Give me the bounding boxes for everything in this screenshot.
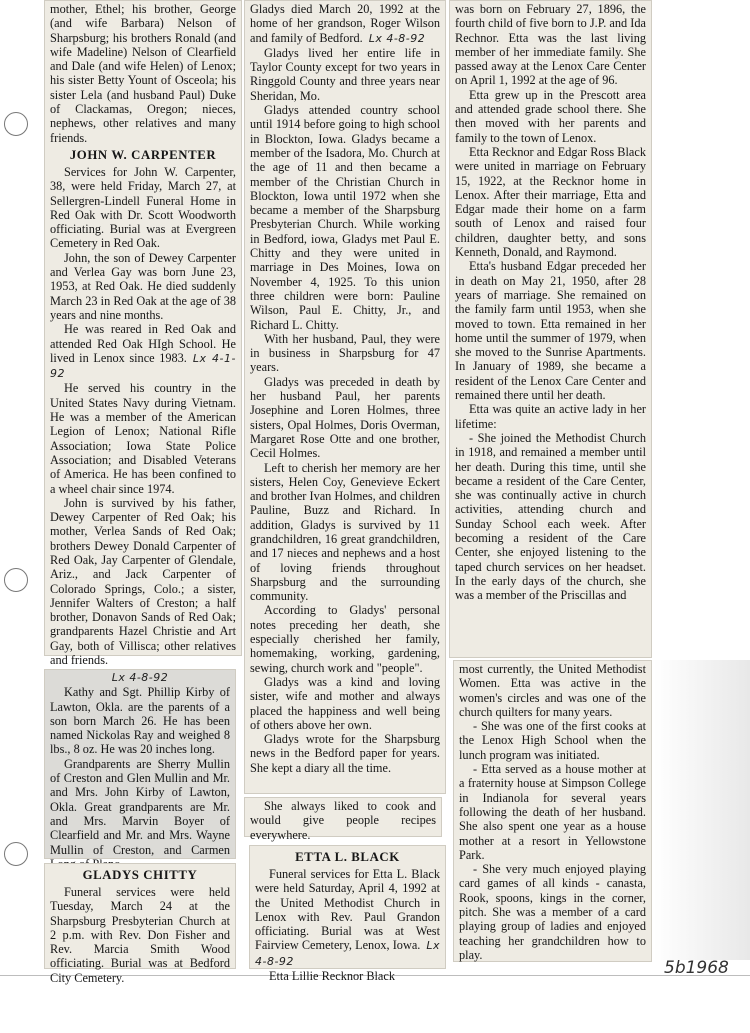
black-heading: ETTA L. BLACK (295, 850, 400, 864)
black-heading-clipping (249, 845, 446, 984)
handwritten-date-note: Lx 4-8-92 (111, 671, 169, 684)
black-church-paragraph: - She joined the Methodist Church in 1918, and remained a member until her death. During this time, until she became a resident of the Care Center, she was continually active in church activities, attending church and Sunday School each week. After becoming a resident of the Care Center, she enjoyed listening to the taped church services on her headset. In the early days of the church, she was a member of the Priscillas and (455, 430, 646, 603)
chitty-notes-paragraph: According to Gladys' personal notes preceding her death, she especially cherished her family, homemaking, working, gardening, sewing, church work and "people". (250, 603, 440, 675)
chitty-services-paragraph: Funeral services were held Tuesday, March 24 at the Sharpsburg Presbyterian Church at 2 p.m. with Rev. Don Fisher and Rev. Marcia Smith Wood officiating. Burial was at Bedford City Cemetery. (50, 885, 230, 985)
black-marriage-paragraph: Etta Recknor and Edgar Ross Black were united in marriage on February 15, 1922, at the Recknor home in Lenox. After their marriage, Etta and Edgar made their home on a farm south of Lenox and raised four children, daughter betty, and sons Kenneth, Donald, and Raymond. (455, 144, 646, 260)
chitty-preceded-paragraph: Gladys was preceded in death by her husband Paul, her parents Josephine and Loren Holmes, three sisters, Opal Holmes, Doris Overman, Margaret Rose Otte and one brother, Cecil Holmes. (250, 374, 440, 461)
carpenter-obituary-clipping (44, 0, 242, 668)
chitty-survivors-paragraph: Left to cherish her memory are her sisters, Helen Coy, Genevieve Eckert and brother Ivan Holmes, and children Pauline, Buzz and Richard. In addition, Gladys is survived by 11 grandchildren, 16 great grandchildren, and 17 nieces and nephews and a host of loving friends throughout Sharpsburg and the surrounding community. (250, 460, 440, 604)
chitty-residence-paragraph: Gladys lived her entire life in Taylor County except for two years in Ringgold County and three years near Sheridan, Mo. (250, 45, 440, 103)
chitty-cooking-paragraph: She always liked to cook and would give people recipes everywhere. (250, 799, 436, 842)
black-birth-paragraph: was born on February 27, 1896, the fourth child of five born to J.P. and Ida Rechnor. Etta was the last living member of her immediate family. She passed away at the Lenox Care Center on April 1, 1992 at the age of 96. (455, 2, 646, 88)
handwritten-date-note: Lx 4-8-92 (255, 939, 440, 968)
chitty-heading-clipping (44, 863, 236, 985)
black-active-paragraph: Etta was quite an active lady in her lifetime: (455, 402, 646, 431)
black-continuation-clipping (453, 660, 652, 962)
black-housemother-paragraph: - Etta served as a house mother at a fraternity house at Simpson College in Indianola for several years following the death of her husband. She also spent one year as a house mother at a resort in Yellowstone Park. (459, 762, 646, 862)
birth-announcement-clipping (44, 669, 236, 859)
black-obituary-clipping (449, 0, 652, 658)
birth-parents-paragraph: Kathy and Sgt. Phillip Kirby of Lawton, Okla. are the parents of a son born March 26. He has been named Nickolas Ray and weighed 8 lbs., 8 oz. He was 20 inches long. (50, 685, 230, 757)
binder-hole-icon (4, 112, 28, 136)
birth-grandparents-paragraph: Grandparents are Sherry Mullin of Creston and Glen Mullin and Mr. and Mrs. John Kirby of Lawton, Okla. Great grandparents are Mr. and Mrs. Marvin Boyer of Clearfield and Mr. and Mrs. Wayne Mullin of Creston, and Carmen (50, 756, 230, 857)
chitty-death-paragraph: Gladys died March 20, 1992 at the home of her grandson, Roger Wilson and family of Bedford. Lx 4-8-92 (250, 2, 440, 45)
handwritten-date-note: Lx 4-8-92 (368, 31, 426, 45)
black-name-line: Etta Lillie Recknor Black (269, 969, 396, 984)
chitty-business-paragraph: With her husband, Paul, they were in business in Sharpsburg for 47 years. (250, 331, 440, 375)
carpenter-service-paragraph: He served his country in the United States Navy during Vietnam. He was a member of the American Legion of Lenox; National Rifle Association; Iowa State Police Association; and Disabled Veterans of America. He has been confined to a wheel chair since 1974. (50, 381, 236, 496)
chitty-continuation-clipping (244, 797, 442, 842)
chitty-character-paragraph: Gladys was a kind and loving sister, wife and mother and always placed the happiness and well being of others above her own. (250, 674, 440, 732)
black-youth-paragraph: Etta grew up in the Prescott area and attended grade school there. She then moved with her parents and family to the town of Lenox. (455, 87, 646, 145)
carpenter-reared-paragraph: He was reared in Red Oak and attended Red Oak HIgh School. He lived in Lenox since 1983. Lx 4-1-92 (50, 322, 236, 381)
handwritten-date-note: Lx 4-1-92 (50, 351, 236, 381)
black-cards-paragraph: - She very much enjoyed playing card games of all kinds - canasta, Rook, spoons, kings in the corner, pitch. She was a member of a card playing group of ladies and enjoyed teaching her grandchildren how to play. (459, 862, 646, 962)
black-methodist-women-paragraph: most currently, the United Methodist Women. Etta was active in the women's circles and was one of the church quilters for many years. (459, 662, 646, 719)
chitty-school-paragraph: Gladys attended country school until 1914 before going to high school in Blockton, Iowa. Gladys became a member of the Isadora, Mo. Church at the age of 11 and then became a member of the Christian Church in Blockton, Iowa until 1972 when she became a member of the Sharpsburg Presbyterian Church. While working in Bedford, iowa, Gladys met Paul E. Chitty and they were united in marriage in Des Moines, Iowa on November 4, 1925. To this union three children were born: Pauline Wilson, Paul E. Chitty, Jr., and Richard L. Chitty. (250, 103, 440, 332)
black-widowed-paragraph: Etta's husband Edgar preceded her in death on May 21, 1950, after 28 years of marriage. She remained on the family farm until 1953, when she moved to town. Etta remained in her home until the summer of 1979, when she moved to the Sunrise Apartments. In January of 1989, she became a resident of the Lenox Care Center and remained there until her death. (455, 259, 646, 403)
carpenter-survivors-paragraph: John is survived by his father, Dewey Carpenter of Red Oak; his mother, Verlea Sands of Red Oak; brothers Dewey Donald Carpenter of Red Oak, Jay Carpenter of Glendale, Ariz., and Jack Carpenter of Colorado Springs, Colo.; a sister, Jennifer Walters of Creston; a half brother, Donavon Sands of Red Oak; grandparents Hazel Christie and Art Gay, both of Villisca; other relatives and friends. (50, 495, 236, 668)
chitty-obituary-clipping (244, 0, 446, 794)
binder-hole-icon (4, 842, 28, 866)
black-services-paragraph: Funeral services for Etta L. Black were held Saturday, April 4, 1992 at the United Methodist Church in Lenox with Rev. Paul Grandon officiating. Burial was at West Fairview Cemetery, Lenox, Iowa. Lx 4-8-92 (255, 867, 440, 968)
black-cook-paragraph: - She was one of the first cooks at the Lenox High School when the lunch program was initiated. (459, 719, 646, 762)
carpenter-heading: JOHN W. CARPENTER (69, 147, 217, 162)
background-bleed (654, 660, 750, 960)
carpenter-birth-paragraph: John, the son of Dewey Carpenter and Verlea Gay was born June 23, 1953, at Red Oak. He died suddenly March 23 in Red Oak at the age of 38 years and nine months. (50, 250, 236, 322)
carpenter-services-paragraph: Services for John W. Carpenter, 38, were held Friday, March 27, at Sellergren-Lindell Funeral Home in Red Oak with Dr. Scott Woodworth officiating. Burial was at Evergreen Cemetery in Red Oak. (50, 164, 236, 251)
chitty-heading: GLADYS CHITTY (82, 868, 198, 882)
binder-hole-icon (4, 568, 28, 592)
nelson-survivors-paragraph: mother, Ethel; his brother, George (and wife Barbara) Nelson of Sharpsburg; his brothers Ronald (and wife Madeline) Nelson of Clearfield and Dale (and wife Helen) of Lenox; his sister Betty Yount of Osceola; his sister Lela (and husband Paul) Duke of Clackamas, Oregon; nieces, nephews, other relatives and many friends. (50, 2, 236, 145)
chitty-writing-paragraph: Gladys wrote for the Sharpsburg news in the Bedford paper for years. She kept a diary all the time. (250, 732, 440, 775)
handwritten-file-code: 5b1968 (664, 958, 729, 978)
